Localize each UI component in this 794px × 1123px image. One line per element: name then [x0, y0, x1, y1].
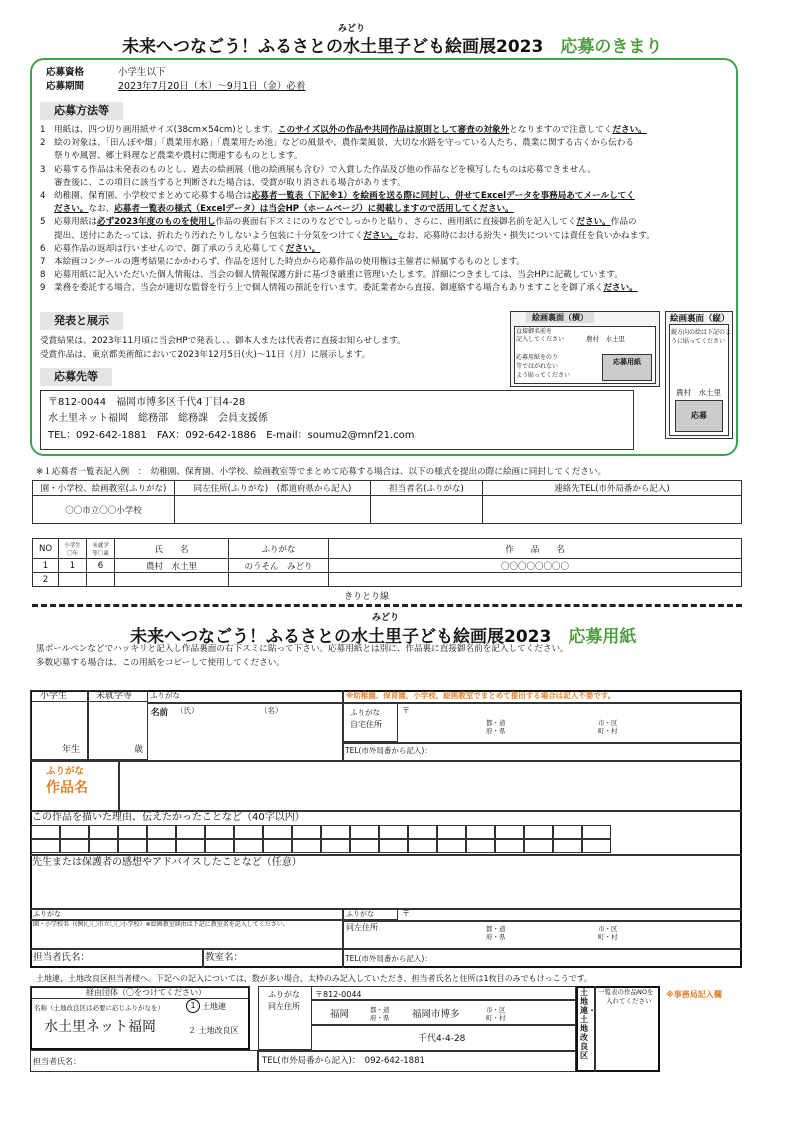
rule-number: 6	[40, 243, 46, 254]
reason-cell[interactable]	[176, 825, 205, 839]
pref-mark: 都・道	[486, 719, 506, 727]
reason-cell[interactable]	[524, 839, 553, 853]
list-note: ※１応募者一覧表記入例 ： 幼稚園、保育園、小学校、絵画教室等でまとめて応募する場合は、以下の様式を提出の際に絵画に同封してください。	[36, 467, 607, 477]
cut-line	[32, 604, 742, 607]
contact-address: 〒812-0044 福岡市博多区千代4丁目4-28	[48, 397, 246, 408]
org-name-label: 名称（土地改良区は必要に応じふりがなを）	[34, 1004, 164, 1012]
back-v-form-label: 応募	[691, 411, 707, 420]
school-addr-kana: ふりがな	[346, 910, 374, 918]
row-grade: 1	[59, 559, 87, 573]
list-no-label-1: 一覧表の作品NOを	[598, 988, 654, 996]
applicant-table	[32, 538, 742, 587]
land-pref-mark-2: 府・県	[370, 1014, 390, 1022]
reason-cell[interactable]	[176, 839, 205, 853]
reason-cell[interactable]	[524, 825, 553, 839]
reason-cell[interactable]	[495, 839, 524, 853]
announce-line-2: 受賞作品は、東京都美術館において2023年12月5日(火)～11日（月）に展示します。	[40, 350, 371, 360]
rule-text: ださい。なお、応募者一覧表の様式（Excelデータ）は当会HP（ホームページ）に掲載しますので活用してください。	[54, 204, 514, 215]
back-h-note-5: よう貼ってください	[516, 372, 571, 379]
back-v-note-1: 縦方向の絵は下記のよ	[671, 329, 732, 336]
row-no: 1	[33, 559, 59, 573]
rule-number: 2	[40, 138, 46, 149]
contact-tel: TEL：092-642-1881 FAX：092-642-1886 E-mail：soumu2@mnf21.com	[48, 430, 415, 441]
row-no: 2	[33, 573, 59, 587]
pre-col-header: 未就学等〇歳	[87, 539, 115, 559]
reason-cell[interactable]	[379, 825, 408, 839]
org-name: 水土里ネット福岡	[44, 1019, 156, 1035]
period-label: 応募期間	[46, 81, 85, 92]
work-kana-label: ふりがな	[46, 766, 85, 777]
surname-label: （氏）	[176, 706, 199, 715]
rule-text: 幼稚園、保育園、小学校でまとめて応募する場合は応募者一覧表（下記※1）を絵画を送る際に同封し、併せてExcelデータを事務局あてメールしてく	[54, 191, 635, 201]
form-title-sub: 応募用紙	[568, 627, 637, 647]
reason-cell[interactable]	[408, 825, 437, 839]
rule-text: 業務を委託する場合、当会が適切な監督を行う上で個人情報の預託を行います。委託業者から直接、御連絡する場合もありますことを御了承ください。	[54, 283, 638, 294]
reason-cell[interactable]	[292, 839, 321, 853]
name-label: 名前	[151, 708, 169, 718]
school-city-mark-2: 町・村	[598, 933, 618, 941]
row-kana: のうそん みどり	[229, 559, 329, 573]
age-unit: 歳	[134, 745, 144, 755]
person-cell	[371, 496, 483, 524]
rule-number: 7	[40, 257, 46, 267]
reason-cell[interactable]	[60, 825, 89, 839]
reason-cell[interactable]	[147, 839, 176, 853]
reason-cell[interactable]	[31, 825, 60, 839]
reason-cell[interactable]	[321, 839, 350, 853]
address-cell	[175, 496, 371, 524]
rule-number: 4	[40, 191, 46, 201]
teacher-name-label: 担当者氏名：	[33, 952, 91, 963]
home-tel-label: TEL(市外局番から記入)：	[345, 746, 432, 755]
reason-cell[interactable]	[263, 825, 292, 839]
rule-text: 祭りや風習、郷土料理など農業や農村に関連するものとします。	[54, 151, 303, 162]
back-h-note-3: 応募用紙をのり	[516, 354, 559, 361]
option-1-label: 土地連	[202, 1002, 226, 1011]
land-zip: 〒812-0044	[315, 990, 362, 999]
reason-cell[interactable]	[553, 839, 582, 853]
reason-cell[interactable]	[205, 839, 234, 853]
reason-cell[interactable]	[147, 825, 176, 839]
kana-col-header: ふりがな	[229, 539, 329, 559]
reason-cell[interactable]	[437, 839, 466, 853]
back-v-name: 農村 水土里	[676, 388, 721, 397]
back-horizontal-title: 絵画裏面（横）	[526, 312, 594, 323]
city-mark-2: 町・村	[598, 727, 618, 735]
title-main: 未来へつなごう！ふるさとの水土里子ども絵画展2023	[122, 37, 544, 57]
land-note: 土地連、土地改良区担当者様へ。下記への記入については、数が多い場合、太枠のみ記入していただき、担当者氏名と住所は1枚目のみでもけっこうです。	[36, 974, 592, 983]
reason-cell[interactable]	[31, 839, 60, 853]
grade-col-header: 小学生〇年	[59, 539, 87, 559]
school-col-header: 園・小学校、絵画教室(ふりがな)	[33, 481, 175, 496]
row-pre: 6	[87, 559, 115, 573]
back-h-form-label: 応募用紙	[613, 358, 641, 366]
eligibility-label: 応募資格	[46, 67, 85, 78]
table-row	[33, 559, 742, 573]
back-h-name: 農村 水土里	[586, 335, 625, 343]
group-warning: ※幼稚園、保育園、小学校、絵画教室でまとめて提出する場合は記入不要です。	[346, 691, 616, 700]
reason-cell[interactable]	[234, 825, 263, 839]
land-city: 福岡市博多	[412, 1009, 460, 1020]
reason-cell[interactable]	[89, 825, 118, 839]
land-vertical-label: 土地連・土地改良区	[580, 988, 596, 1060]
city-mark: 市・区	[598, 719, 618, 727]
reason-cell[interactable]	[321, 825, 350, 839]
method-heading: 応募方法等	[40, 102, 123, 120]
rule-number: 5	[40, 217, 46, 228]
tel-col-header: 連絡先TEL(市外局番から記入)	[483, 481, 742, 496]
title-ruby: みどり	[338, 24, 366, 34]
eligibility-value: 小学生以下	[118, 67, 166, 78]
zip-mark: 〒	[402, 706, 410, 715]
school-addr-label: 同左住所	[346, 923, 378, 932]
back-vertical-title: 絵画裏面（縦）	[670, 314, 730, 324]
rule-text: 本絵画コンクールの選考結果にかかわらず、作品を送付した時点から応募作品の使用権は主催者に帰属するものとします。	[54, 257, 525, 267]
reason-cell[interactable]	[553, 825, 582, 839]
list-no-label-2: 入れてください	[606, 997, 652, 1005]
rule-number: 1	[40, 125, 46, 135]
pref-mark-2: 府・県	[486, 727, 506, 735]
address-col-header: 同左住所(ふりがな) (都道府県から記入)	[175, 481, 371, 496]
rule-text: 絵の対象は、「田んぼや畑」「農業用水路」「農業用ため池」などの風景や、農作業風景、大切な水路を守っている人たち、農業に関する古くから伝わる	[54, 138, 634, 149]
name-col-header: 氏 名	[115, 539, 229, 559]
form-intro-1: 黒ボールペンなどでハッキリと記入し作品裏面の右下スミに貼って下さい。応募用紙とは別に、作品裏に直接御名前を記入してください。	[36, 644, 569, 654]
preschool-label: 未就学等	[96, 691, 133, 701]
name-kana-label: ふりがな	[150, 691, 180, 700]
form-title-main: 未来へつなごう！ふるさとの水土里子ども絵画展2023	[130, 627, 552, 647]
rule-text: 応募する作品は未発表のものとし、過去の絵画展（他の絵画展も含む）で入賞した作品及び他の作品などを模写したものは応募できません。	[54, 164, 596, 175]
school-pref-mark: 都・道	[486, 925, 506, 933]
grade-unit: 年生	[62, 745, 81, 755]
form-intro-2: 多数応募する場合は、この用紙をコピーして使用してください。	[36, 658, 285, 668]
cut-label: きりとり線	[344, 592, 390, 602]
reason-cell[interactable]	[89, 839, 118, 853]
school-label: 園・小学校名（(例)〇〇市立〇〇小学校）※絵画教室経由は下記に教室名を記入してください。	[33, 921, 289, 928]
announce-heading: 発表と展示	[40, 312, 123, 330]
home-label: 自宅住所	[350, 720, 382, 729]
rule-text: 審査後に、この項目に該当すると判断された場合は、受賞が取り消される場合があります。	[54, 177, 406, 188]
option-2-label: ２ 土地改良区	[188, 1026, 239, 1035]
school-table	[32, 480, 742, 524]
land-street: 千代4-4-28	[418, 1034, 466, 1044]
rule-text: 用紙は、四つ切り画用紙サイズ(38cm×54cm)とします。このサイズ以外の作品や共同作品は原則として審査の対象外となりますので注意してください。	[54, 125, 647, 135]
reason-cell[interactable]	[234, 839, 263, 853]
land-tel: TEL(市外局番から記入)： 092-642-1881	[262, 1056, 425, 1066]
land-kana-label: ふりがな	[268, 990, 300, 999]
school-kana-label: ふりがな	[33, 910, 61, 918]
contact-heading: 応募先等	[40, 368, 112, 386]
land-city-mark-2: 町・村	[486, 1014, 506, 1022]
land-person-label: 担当者氏名：	[33, 1057, 81, 1066]
reason-cell[interactable]	[379, 839, 408, 853]
given-label: （名）	[260, 706, 283, 715]
no-col-header: NO	[33, 539, 59, 559]
reason-label: この作品を描いた理由、伝えたかったことなど（40字以内）	[32, 812, 305, 823]
rule-number: 9	[40, 283, 46, 294]
school-city-mark: 市・区	[598, 925, 618, 933]
rule-text: 提出、送付にあたっては、折れたり汚れたりしないよう包装に十分気をつけてください。なお、応募時における紛失・損失については責任を負いかねます。	[54, 230, 655, 241]
land-city-mark: 市・区	[486, 1006, 506, 1014]
back-v-note-2: うに貼ってください	[671, 338, 726, 345]
row-name: 農村 水土里	[115, 559, 229, 573]
rule-text: 応募用紙は必ず2023年度のものを使用し作品の裏面右下スミにのりなどでしっかりと貼り、さらに、画用紙に直接御名前を記入してください。作品の	[54, 217, 637, 228]
reason-cell[interactable]	[263, 839, 292, 853]
room-label: 教室名：	[205, 952, 244, 963]
person-col-header: 担当者名(ふりがな)	[371, 481, 483, 496]
reason-cell[interactable]	[205, 825, 234, 839]
reason-cell[interactable]	[292, 825, 321, 839]
back-h-note-2: 記入してください	[516, 336, 565, 343]
land-pref: 福岡	[330, 1009, 350, 1020]
elementary-label: 小学生	[40, 691, 68, 701]
home-kana-label: ふりがな	[350, 708, 380, 717]
work-title-label: 作品名	[46, 780, 88, 796]
reason-cell[interactable]	[350, 839, 379, 853]
reason-cell[interactable]	[582, 825, 611, 839]
option-1-circle[interactable]: 1	[186, 999, 200, 1013]
rule-text: 応募作品の返却は行いませんので、御了承のうえ応募してください。	[54, 243, 321, 254]
page-title	[122, 32, 662, 57]
work-col-header: 作 品 名	[329, 539, 742, 559]
table-row	[33, 573, 742, 587]
school-cell: 〇〇市立〇〇小学校	[33, 496, 175, 524]
form-title-ruby: みどり	[372, 613, 400, 623]
reason-cell[interactable]	[118, 839, 147, 853]
rule-number: 8	[40, 270, 46, 281]
back-h-note-1: 直接御名前を	[516, 328, 553, 335]
reason-cell[interactable]	[582, 839, 611, 853]
school-zip-mark: 〒	[402, 909, 410, 918]
land-pref-mark: 都・道	[370, 1006, 390, 1014]
reason-cell[interactable]	[60, 839, 89, 853]
title-sub: 応募のきまり	[560, 37, 663, 57]
comment-label: 先生または保護者の感想やアドバイスしたことなど（任意）	[32, 857, 302, 868]
reason-cell[interactable]	[466, 825, 495, 839]
school-tel-label: TEL(市外局番から記入)：	[345, 954, 432, 963]
reason-cell[interactable]	[495, 825, 524, 839]
reason-cell[interactable]	[466, 839, 495, 853]
tel-cell	[483, 496, 742, 524]
announce-line-1: 受賞結果は、2023年11月頃に当会HPで発表し、、御本人または代表者に直接お知らせします。	[40, 336, 406, 346]
row-work: 〇〇〇〇〇〇〇〇	[329, 559, 742, 573]
office-use-label: ※事務局記入欄	[666, 990, 722, 999]
via-label: 経由団体（〇をつけてください）	[86, 988, 206, 997]
reason-cell[interactable]	[350, 825, 379, 839]
land-addr-label: 同左住所	[268, 1002, 300, 1011]
contact-org: 水土里ネット福岡 総務部 総務課 会員支援係	[48, 413, 268, 424]
back-h-note-4: 等ではがれない	[516, 363, 559, 370]
rule-text: 応募用紙に記入いただいた個人情報は、当会の個人情報保護方針に基づき厳重に管理いたします。詳細につきましては、当会HPに記載しています。	[54, 270, 623, 281]
period-value: 2023年7月20日（木）～9月1日（金）必着	[118, 81, 306, 92]
reason-cell[interactable]	[118, 825, 147, 839]
reason-cell[interactable]	[408, 839, 437, 853]
school-pref-mark-2: 府・県	[486, 933, 506, 941]
reason-cell[interactable]	[437, 825, 466, 839]
rule-number: 3	[40, 164, 46, 175]
